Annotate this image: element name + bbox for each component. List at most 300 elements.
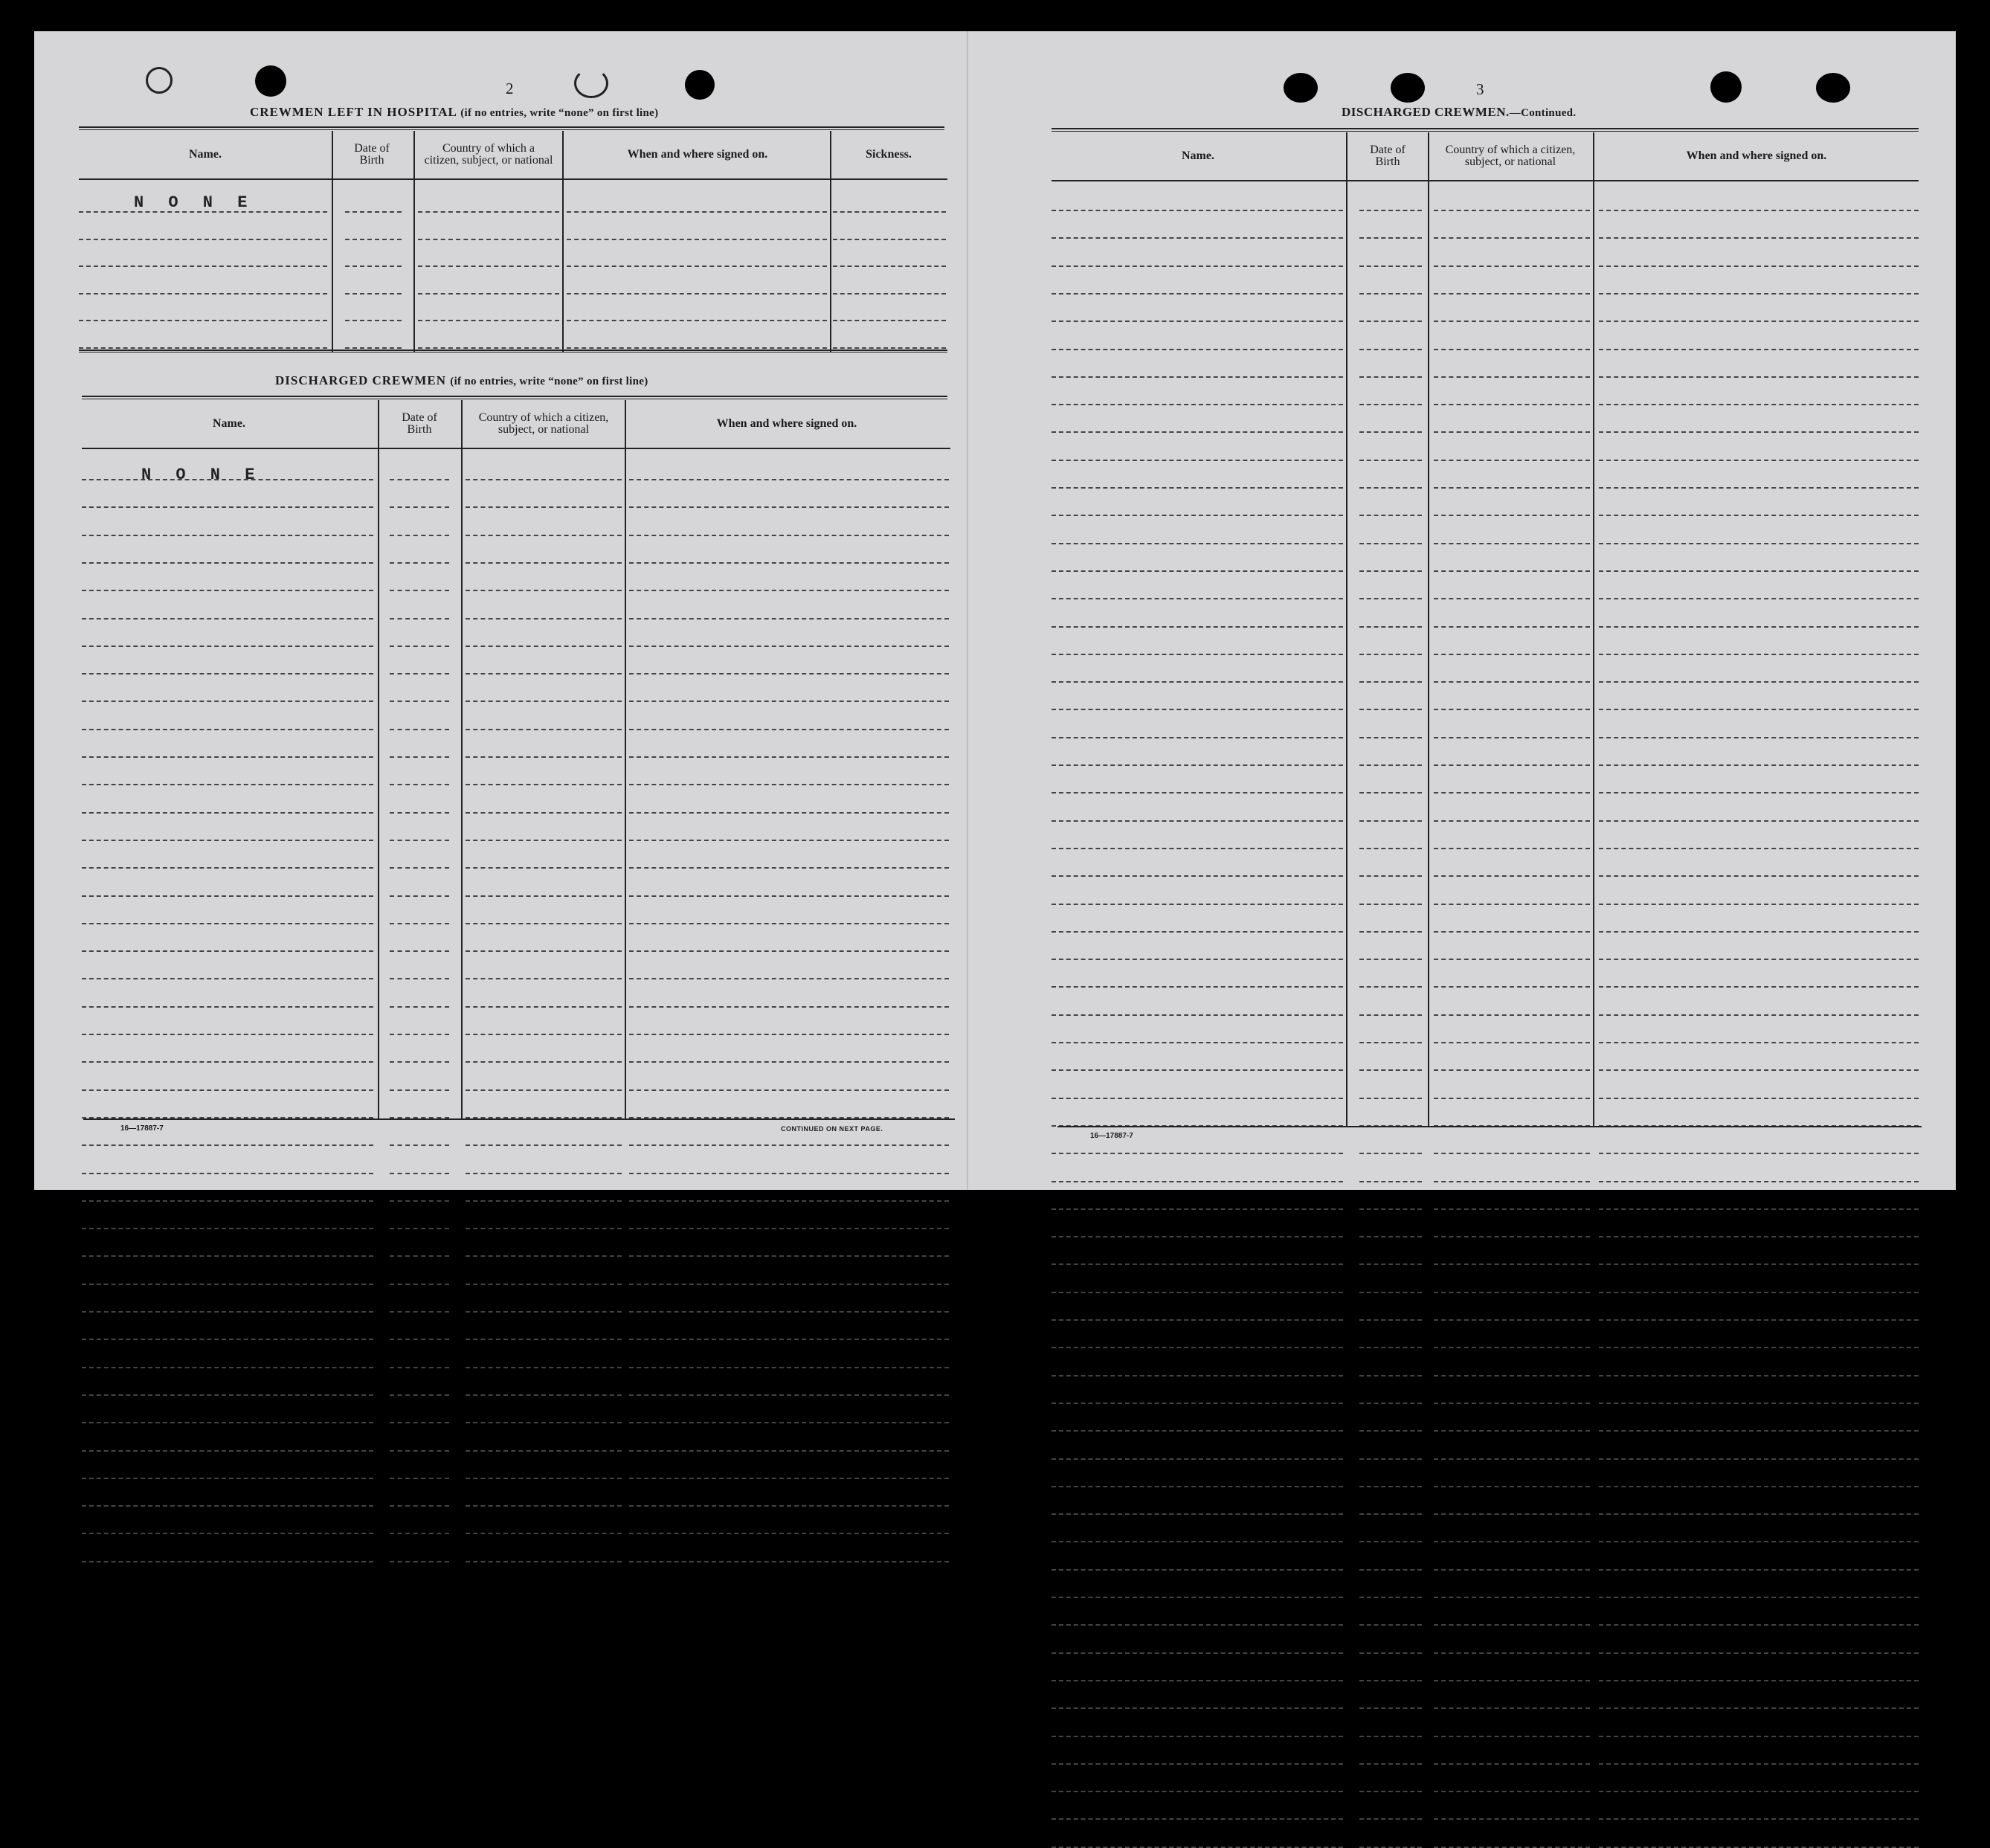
punch-hole <box>685 70 715 100</box>
ruled-line <box>833 293 946 294</box>
ruled-line <box>1052 848 1343 849</box>
ruled-line <box>1434 1403 1590 1404</box>
table-top-rule <box>79 126 944 130</box>
ruled-line <box>1434 1680 1590 1681</box>
ruled-line <box>82 562 373 564</box>
ruled-line <box>1434 1263 1590 1265</box>
ruled-line <box>1599 875 1919 877</box>
ruled-line <box>466 562 622 564</box>
column-divider <box>413 131 415 352</box>
ruled-line <box>1359 959 1422 960</box>
ruled-line <box>82 1422 373 1423</box>
ruled-line <box>629 618 949 619</box>
ruled-line <box>1599 376 1919 378</box>
ruled-line <box>390 562 449 564</box>
ruled-line <box>345 265 402 267</box>
ruled-line <box>390 1089 449 1091</box>
ruled-line <box>1052 820 1343 822</box>
ruled-line <box>79 320 327 321</box>
ruled-line <box>466 1061 622 1063</box>
ruled-line <box>1359 321 1422 322</box>
ruled-line <box>390 923 449 924</box>
ruled-line <box>1359 1430 1422 1432</box>
ruled-line <box>567 347 827 349</box>
ruled-line <box>1434 1069 1590 1071</box>
page-number: 3 <box>1476 80 1484 98</box>
ruled-line <box>1434 515 1590 516</box>
ruled-line <box>466 1200 622 1202</box>
ruled-line <box>833 239 946 240</box>
ruled-line <box>1599 1042 1919 1043</box>
ruled-line <box>1434 1791 1590 1792</box>
col-header-signed-on: When and where signed on. <box>627 148 768 161</box>
ruled-line <box>1359 293 1422 294</box>
ruled-line <box>390 950 449 952</box>
ruled-line <box>82 1144 373 1146</box>
discharged-section-title <box>275 373 648 388</box>
ruled-line <box>1052 515 1343 516</box>
ruled-line <box>1359 681 1422 683</box>
ruled-line <box>1434 848 1590 849</box>
ruled-line <box>629 1533 949 1534</box>
ruled-line <box>1434 875 1590 877</box>
ruled-line <box>1434 1292 1590 1293</box>
ruled-line <box>82 1339 373 1340</box>
form-number: 16—17887-7 <box>120 1124 164 1133</box>
ruled-line <box>1359 1513 1422 1515</box>
ruled-line <box>629 729 949 730</box>
ruled-line <box>1599 1541 1919 1542</box>
ruled-line <box>1052 1098 1343 1099</box>
ruled-line <box>466 701 622 702</box>
ruled-line <box>390 756 449 758</box>
ruled-line <box>390 1006 449 1008</box>
continued-note: CONTINUED ON NEXT PAGE. <box>781 1125 883 1133</box>
ruled-line <box>466 1533 622 1534</box>
ruled-line <box>82 535 373 536</box>
ruled-line <box>1599 515 1919 516</box>
ruled-line <box>1599 487 1919 489</box>
ruled-line <box>629 701 949 702</box>
ruled-line <box>1359 1847 1422 1848</box>
ruled-line <box>82 1200 373 1202</box>
ruled-line <box>1359 875 1422 877</box>
ruled-line <box>82 1561 373 1562</box>
ruled-line <box>1434 1818 1590 1820</box>
continued-section-title <box>1342 105 1576 120</box>
ruled-line <box>1052 904 1343 905</box>
ruled-line <box>1359 1541 1422 1542</box>
ruled-line <box>1599 1763 1919 1765</box>
header-rule <box>82 448 950 449</box>
ruled-line <box>1434 626 1590 628</box>
ruled-line <box>82 590 373 591</box>
ruled-line <box>567 211 827 213</box>
ruled-line <box>1359 210 1422 211</box>
ruled-line <box>629 1339 949 1340</box>
ruled-line <box>629 645 949 647</box>
ruled-line <box>1052 321 1343 322</box>
ruled-line <box>1599 1319 1919 1321</box>
ruled-line <box>1434 1319 1590 1321</box>
ruled-line <box>1434 1153 1590 1154</box>
ruled-line <box>1359 487 1422 489</box>
ruled-line <box>1052 570 1343 572</box>
ruled-line <box>1052 1818 1343 1820</box>
ruled-line <box>390 1173 449 1174</box>
ruled-line <box>1599 1513 1919 1515</box>
ruled-line <box>1359 265 1422 267</box>
ruled-line <box>629 895 949 897</box>
ruled-line <box>1359 931 1422 933</box>
ruled-line <box>1434 598 1590 599</box>
ruled-line <box>82 1394 373 1396</box>
ruled-line <box>390 618 449 619</box>
ruled-line <box>1434 1236 1590 1237</box>
ruled-line <box>1359 1319 1422 1321</box>
ruled-line <box>1052 1263 1343 1265</box>
ruled-line <box>1052 1624 1343 1626</box>
ruled-line <box>1359 654 1422 655</box>
ruled-line <box>1434 1763 1590 1765</box>
ruled-line <box>1359 1069 1422 1071</box>
ruled-line <box>629 1255 949 1257</box>
ruled-line <box>82 1061 373 1063</box>
ruled-line <box>82 1006 373 1008</box>
ruled-line <box>82 950 373 952</box>
ruled-line <box>1599 1181 1919 1182</box>
ruled-line <box>466 784 622 785</box>
ruled-line <box>390 590 449 591</box>
ruled-line <box>82 618 373 619</box>
ruled-line <box>390 1561 449 1562</box>
ruled-line <box>82 1228 373 1229</box>
ruled-line <box>466 978 622 979</box>
ruled-line <box>1599 543 1919 544</box>
ruled-line <box>466 590 622 591</box>
ruled-line <box>1359 1736 1422 1737</box>
ruled-line <box>1599 764 1919 766</box>
col-header-date-of-birth: Date of Birth <box>402 411 437 436</box>
ruled-line <box>390 1367 449 1368</box>
ruled-line <box>466 1311 622 1313</box>
ruled-line <box>466 867 622 869</box>
punch-hole <box>146 67 173 94</box>
ruled-line <box>1359 1624 1422 1626</box>
ruled-line <box>1359 1347 1422 1348</box>
ruled-line <box>1434 1014 1590 1016</box>
ruled-line <box>1052 1292 1343 1293</box>
ruled-line <box>629 1228 949 1229</box>
ruled-line <box>1359 598 1422 599</box>
ruled-line <box>390 978 449 979</box>
ruled-line <box>466 1089 622 1091</box>
ruled-line <box>1434 1208 1590 1210</box>
ruled-line <box>1052 210 1343 211</box>
ruled-line <box>1052 265 1343 267</box>
ruled-line <box>82 673 373 675</box>
ruled-line <box>1434 681 1590 683</box>
ruled-line <box>1052 764 1343 766</box>
ruled-line <box>1052 1236 1343 1237</box>
ruled-line <box>82 812 373 814</box>
ruled-line <box>390 867 449 869</box>
ruled-line <box>629 673 949 675</box>
ruled-line <box>629 1478 949 1479</box>
ruled-line <box>629 1200 949 1202</box>
ruled-line <box>1434 959 1590 960</box>
ruled-line <box>1052 1375 1343 1377</box>
ruled-line <box>466 1284 622 1285</box>
ruled-line <box>629 1422 949 1423</box>
ruled-line <box>82 784 373 785</box>
ruled-line <box>1434 487 1590 489</box>
ruled-line <box>1434 1042 1590 1043</box>
ruled-line <box>1434 986 1590 988</box>
ruled-line <box>1052 931 1343 933</box>
ruled-line <box>390 1450 449 1452</box>
ruled-line <box>1359 1375 1422 1377</box>
ruled-line <box>1359 626 1422 628</box>
ruled-line <box>1359 820 1422 822</box>
ruled-line <box>1434 654 1590 655</box>
ruled-line <box>1434 1707 1590 1709</box>
ruled-line <box>466 1034 622 1035</box>
ruled-line <box>1434 210 1590 211</box>
ruled-line <box>82 756 373 758</box>
ruled-line <box>1052 1403 1343 1404</box>
page-number: 2 <box>506 80 514 97</box>
ruled-line <box>1434 1569 1590 1571</box>
ruled-line <box>1599 1014 1919 1016</box>
ruled-line <box>1434 1375 1590 1377</box>
ruled-line <box>1052 1680 1343 1681</box>
ruled-line <box>1434 570 1590 572</box>
ruled-line <box>79 293 327 294</box>
ruled-line <box>1359 404 1422 405</box>
ruled-line <box>1359 515 1422 516</box>
ruled-line <box>629 950 949 952</box>
ruled-line <box>1599 1347 1919 1348</box>
ruled-line <box>1052 1707 1343 1709</box>
ruled-line <box>1599 848 1919 849</box>
ruled-line <box>390 1311 449 1313</box>
ruled-line <box>629 784 949 785</box>
entry-none: N O N E <box>134 193 255 212</box>
ruled-line <box>1052 1042 1343 1043</box>
ruled-line <box>79 211 327 213</box>
ruled-line <box>1052 1430 1343 1432</box>
ruled-line <box>82 1173 373 1174</box>
ruled-line <box>390 645 449 647</box>
ruled-line <box>390 1061 449 1063</box>
ruled-line <box>390 1228 449 1229</box>
form-page-right <box>968 31 1956 1190</box>
ruled-line <box>1434 1847 1590 1848</box>
ruled-line <box>1052 1736 1343 1737</box>
ruled-line <box>1359 1818 1422 1820</box>
ruled-line <box>1599 1236 1919 1237</box>
ruled-line <box>1052 1347 1343 1348</box>
ruled-line <box>418 347 559 349</box>
ruled-line <box>629 1394 949 1396</box>
ruled-line <box>1359 460 1422 461</box>
ruled-line <box>1359 764 1422 766</box>
ruled-line <box>466 1394 622 1396</box>
ruled-line <box>1434 237 1590 239</box>
ruled-line <box>1599 1208 1919 1210</box>
ruled-line <box>1052 1153 1343 1154</box>
ruled-line <box>466 1450 622 1452</box>
ruled-line <box>1434 1181 1590 1182</box>
punch-hole <box>1710 71 1742 103</box>
ruled-line <box>1434 1347 1590 1348</box>
ruled-line <box>1052 293 1343 294</box>
ruled-line <box>1599 1098 1919 1099</box>
ruled-line <box>1599 709 1919 710</box>
entry-none: N O N E <box>141 466 263 484</box>
ruled-line <box>1599 1736 1919 1737</box>
ruled-line <box>1052 1513 1343 1515</box>
ruled-line <box>390 535 449 536</box>
ruled-line <box>1599 210 1919 211</box>
ruled-line <box>1599 1847 1919 1848</box>
punch-hole <box>1284 73 1318 103</box>
ruled-line <box>1359 431 1422 433</box>
ruled-line <box>629 1144 949 1146</box>
ruled-line <box>390 1339 449 1340</box>
ruled-line <box>1359 1098 1422 1099</box>
ruled-line <box>1359 1292 1422 1293</box>
table-bottom-rule <box>1057 1126 1922 1127</box>
ruled-line <box>1599 1818 1919 1820</box>
ruled-line <box>1434 460 1590 461</box>
ruled-line <box>390 1478 449 1479</box>
ruled-line <box>466 1367 622 1368</box>
ruled-line <box>390 1284 449 1285</box>
ruled-line <box>82 1255 373 1257</box>
column-divider <box>625 400 626 1120</box>
ruled-line <box>1052 431 1343 433</box>
ruled-line <box>629 840 949 841</box>
column-divider <box>378 400 379 1120</box>
ruled-line <box>1052 1486 1343 1487</box>
ruled-line <box>1599 1263 1919 1265</box>
ruled-line <box>1599 404 1919 405</box>
ruled-line <box>1052 460 1343 461</box>
ruled-line <box>629 1450 949 1452</box>
ruled-line <box>1599 321 1919 322</box>
ruled-line <box>1052 1208 1343 1210</box>
ruled-line <box>1599 460 1919 461</box>
ruled-line <box>82 645 373 647</box>
ruled-line <box>1434 709 1590 710</box>
table-bottom-rule <box>83 1118 955 1120</box>
ruled-line <box>629 1284 949 1285</box>
ruled-line <box>345 211 402 213</box>
punch-hole <box>1391 73 1425 103</box>
ruled-line <box>82 1478 373 1479</box>
ruled-line <box>1359 349 1422 350</box>
ruled-line <box>1052 543 1343 544</box>
ruled-line <box>1052 792 1343 793</box>
ruled-line <box>1052 1458 1343 1460</box>
ruled-line <box>1052 1791 1343 1792</box>
ruled-line <box>629 562 949 564</box>
ruled-line <box>1599 598 1919 599</box>
col-header-country: Country of which a citizen, subject, or national <box>478 411 609 436</box>
ruled-line <box>390 1144 449 1146</box>
ruled-line <box>1599 931 1919 933</box>
table-bottom-rule <box>79 350 947 352</box>
ruled-line <box>1599 1707 1919 1709</box>
ruled-line <box>1359 737 1422 738</box>
ruled-line <box>1599 1597 1919 1598</box>
ruled-line <box>1052 487 1343 489</box>
ruled-line <box>82 1089 373 1091</box>
ruled-line <box>1052 709 1343 710</box>
ruled-line <box>1599 820 1919 822</box>
table-top-rule <box>1052 128 1919 132</box>
continued-title-suffix: —Continued. <box>1509 107 1577 119</box>
ruled-line <box>390 729 449 730</box>
ruled-line <box>466 479 622 480</box>
column-divider <box>830 131 831 352</box>
ruled-line <box>1434 431 1590 433</box>
ruled-line <box>82 1311 373 1313</box>
ruled-line <box>466 1478 622 1479</box>
col-header-country: Country of which a citizen, subject, or national <box>424 142 553 167</box>
hospital-title-text: CREWMEN LEFT IN HOSPITAL <box>250 105 457 119</box>
ruled-line <box>1434 293 1590 294</box>
ruled-line <box>1599 431 1919 433</box>
ruled-line <box>1359 1153 1422 1154</box>
ruled-line <box>466 673 622 675</box>
discharged-title-text: DISCHARGED CREWMEN <box>275 373 447 387</box>
ruled-line <box>1434 349 1590 350</box>
ruled-line <box>1599 570 1919 572</box>
ruled-line <box>1359 1458 1422 1460</box>
ruled-line <box>466 1173 622 1174</box>
ruled-line <box>466 506 622 508</box>
ruled-line <box>1052 1597 1343 1598</box>
col-header-sickness: Sickness. <box>866 148 912 161</box>
ruled-line <box>1434 820 1590 822</box>
ruled-line <box>1434 321 1590 322</box>
ruled-line <box>629 535 949 536</box>
ruled-line <box>390 506 449 508</box>
ruled-line <box>1052 376 1343 378</box>
ruled-line <box>1052 875 1343 877</box>
ruled-line <box>466 1505 622 1507</box>
ruled-line <box>1359 709 1422 710</box>
ruled-line <box>833 265 946 267</box>
ruled-line <box>629 1173 949 1174</box>
ruled-line <box>1599 1791 1919 1792</box>
ruled-line <box>82 840 373 841</box>
col-header-name: Name. <box>213 417 245 430</box>
ruled-line <box>1359 1042 1422 1043</box>
ruled-line <box>79 347 327 349</box>
ruled-line <box>567 320 827 321</box>
continued-title-text: DISCHARGED CREWMEN. <box>1342 105 1510 119</box>
ruled-line <box>1599 737 1919 738</box>
ruled-line <box>418 293 559 294</box>
ruled-line <box>1052 959 1343 960</box>
ruled-line <box>1599 1569 1919 1571</box>
ruled-line <box>82 1367 373 1368</box>
ruled-line <box>466 1422 622 1423</box>
